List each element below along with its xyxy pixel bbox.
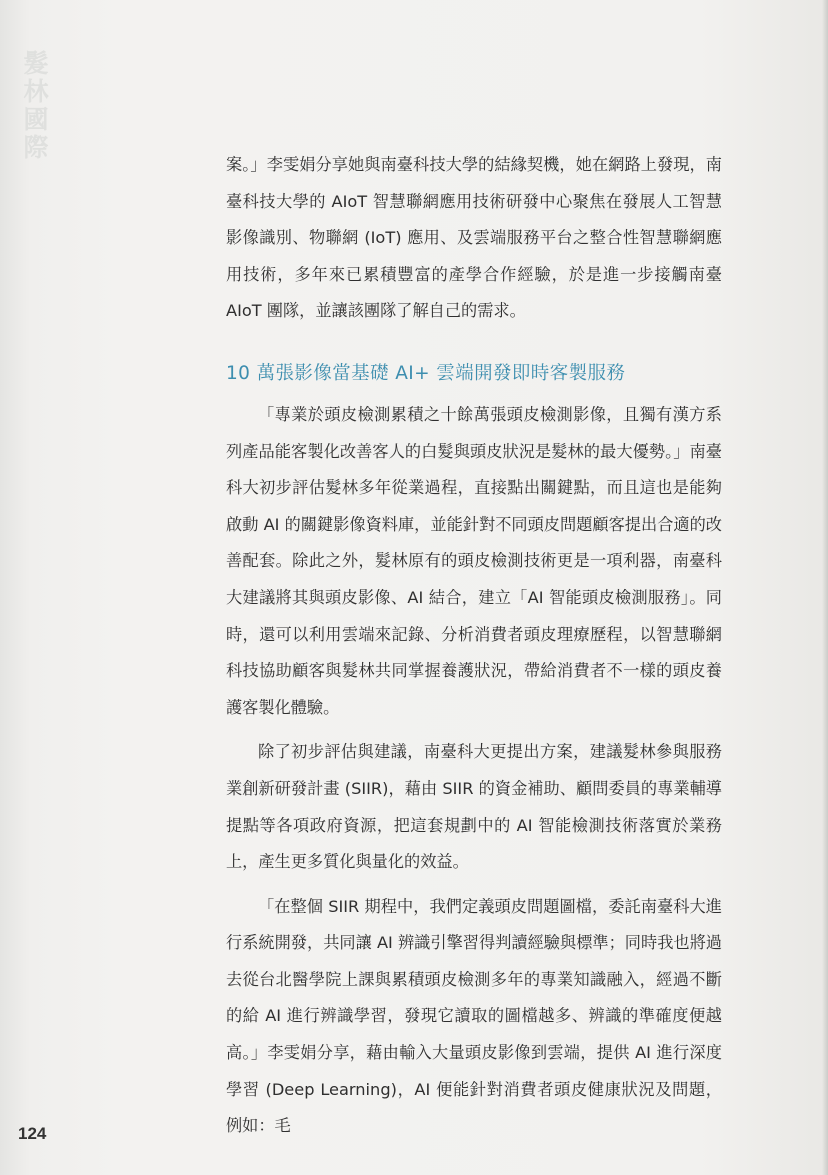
page-number: 124 bbox=[18, 1124, 47, 1143]
paragraph-2: 除了初步評估與建議，南臺科大更提出方案，建議髮林參與服務業創新研發計畫 (SIIR)，藉由 SIIR 的資金補助、顧問委員的專業輔導提點等各項政府資源，把這套規劃中的 AI 智能檢測技術落實於業務上，產生更多質化與量化的效益。 bbox=[226, 742, 722, 872]
paragraph-1: 「專業於頭皮檢測累積之十餘萬張頭皮檢測影像，且獨有漢方系列產品能客製化改善客人的白髮與頭皮狀況是髮林的最大優勢。」南臺科大初步評估髮林多年從業過程，直接點出關鍵點，而且這也是能夠啟動 AI 的關鍵影像資料庫，並能針對不同頭皮問題顧客提出合適的改善配套。除此之外，髮林原有的頭皮檢測技術更是一項利器，南臺科大建議將其與頭皮影像、AI 結合，建立「AI 智能頭皮檢測服務」。同時，還可以利用雲端來記錄、分析消費者頭皮理療歷程，以智慧聯網科技協助顧客與髮林共同掌握養護狀況，帶給消費者不一樣的頭皮養護客製化體驗。 bbox=[226, 404, 722, 717]
side-watermark-text: 髮林國際 bbox=[20, 50, 49, 162]
main-text-column bbox=[226, 147, 722, 1145]
scan-shadow-edge bbox=[822, 0, 828, 1175]
paragraph-continued: 案。」李雯娟分享她與南臺科技大學的結緣契機，她在網路上發現，南臺科技大學的 AIoT 智慧聯網應用技術研發中心聚焦在發展人工智慧影像識別、物聯網 (IoT) 應用、及雲端服務平台之整合性智慧聯網應用技術，多年來已累積豐富的產學合作經驗，於是進一步接觸南臺 AIoT 團隊，並讓該團隊了解自己的需求。 bbox=[226, 155, 722, 321]
paragraph-3: 「在整個 SIIR 期程中，我們定義頭皮問題圖檔，委託南臺科大進行系統開發，共同讓 AI 辨識引擎習得判讀經驗與標準；同時我也將過去從台北醫學院上課與累積頭皮檢測多年的專業知識融入，經過不斷的給 AI 進行辨識學習，發現它讀取的圖檔越多、辨識的準確度便越高。」李雯娟分享，藉由輸入大量頭皮影像到雲端，提供 AI 進行深度學習 (Deep Learning)，AI 便能針對消費者頭皮健康狀況及問題，例如：毛 bbox=[226, 896, 722, 1136]
section-heading: 10 萬張影像當基礎 AI+ 雲端開發即時客製服務 bbox=[226, 362, 626, 384]
